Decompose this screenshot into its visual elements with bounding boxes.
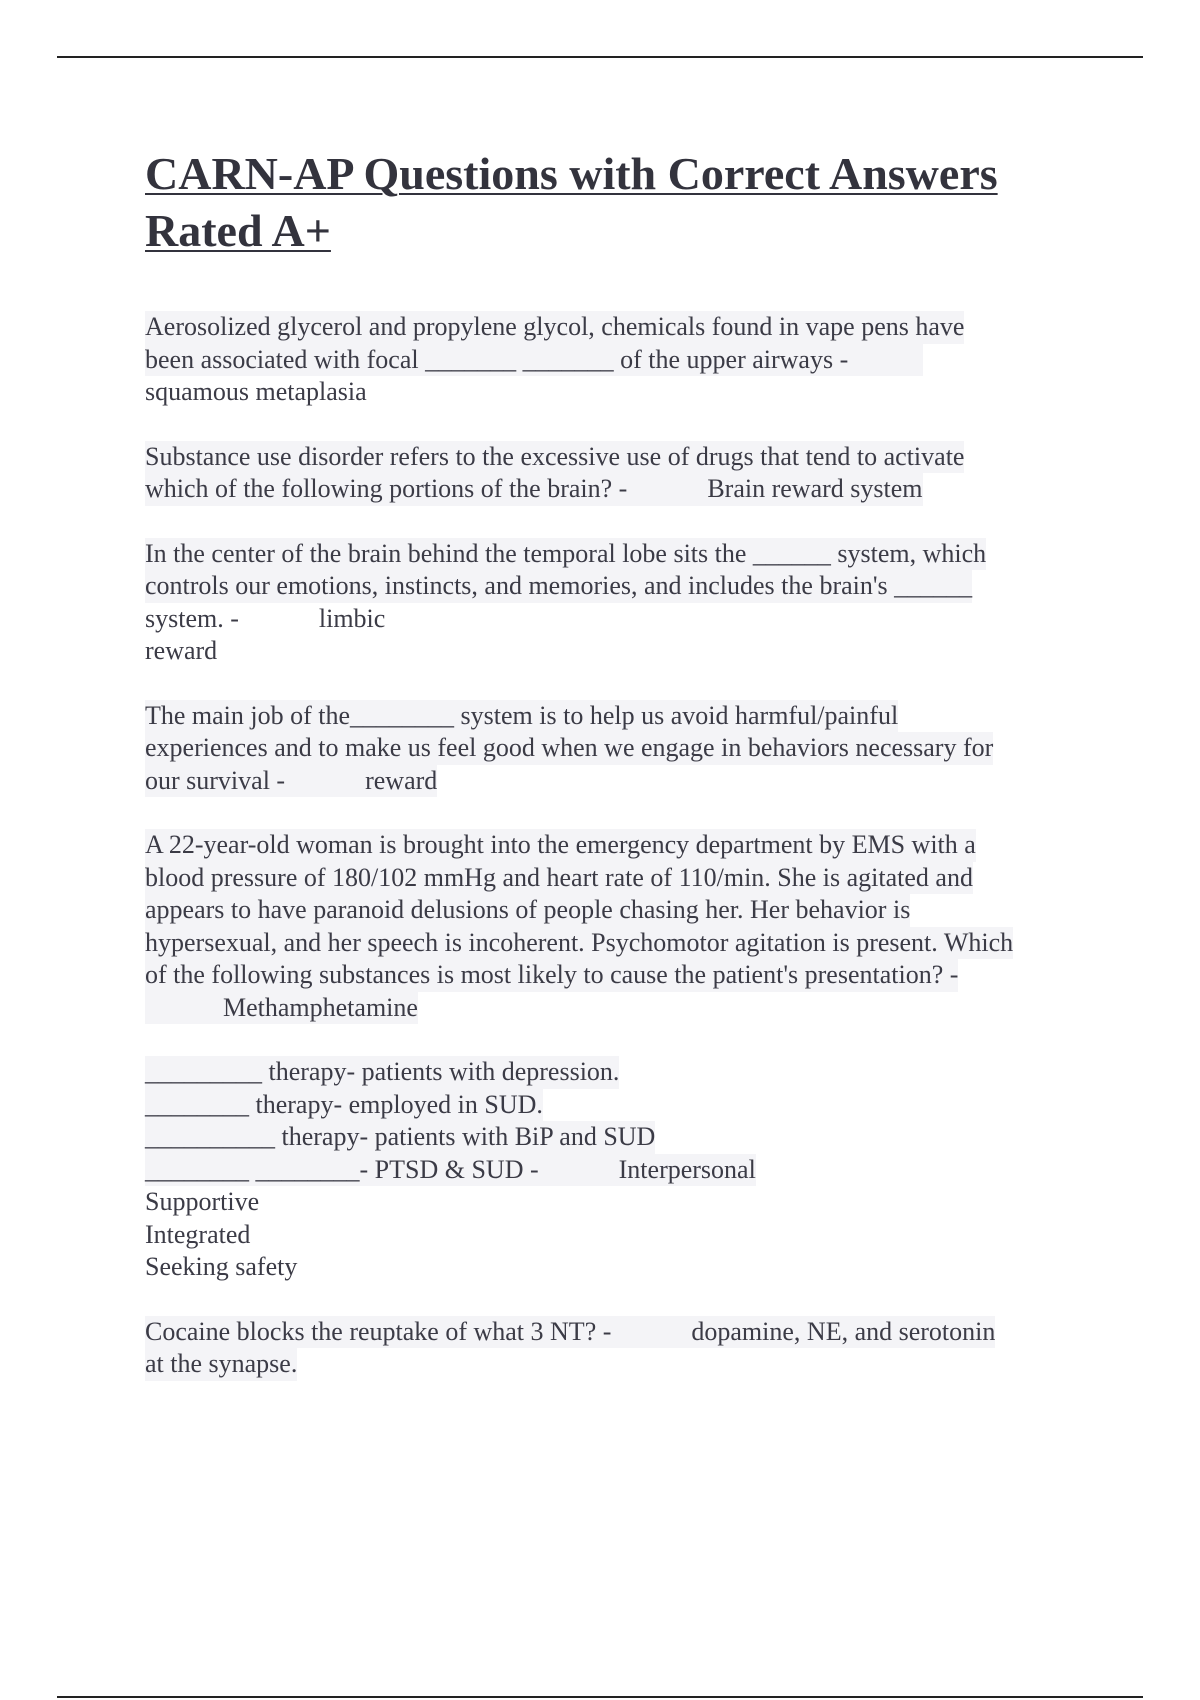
question-line: A 22-year-old woman is brought into the emergency department by EMS with a — [145, 829, 976, 862]
question-line: of the following substances is most likely to cause the patient's presentation? - — [145, 959, 958, 992]
question-line: blood pressure of 180/102 mmHg and heart rate of 110/min. She is agitated and — [145, 862, 973, 895]
question-answer-line — [145, 1316, 995, 1349]
qa-item-5 — [145, 829, 1105, 1024]
qa-item-3 — [145, 538, 1105, 668]
question-line: The main job of the________ system is to help us avoid harmful/painful — [145, 700, 898, 733]
question-line: appears to have paranoid delusions of people chasing her. Her behavior is — [145, 894, 910, 927]
answer-text: Methamphetamine — [223, 992, 418, 1022]
question-line: _________ therapy- patients with depression. — [145, 1056, 619, 1089]
qa-item-4 — [145, 700, 1105, 798]
answer-text: Seeking safety — [145, 1252, 298, 1281]
question-answer-line — [145, 765, 437, 798]
title-line-2: Rated A+ — [145, 205, 331, 256]
question-line: In the center of the brain behind the temporal lobe sits the ______ system, which — [145, 538, 986, 571]
question-line: our survival - — [145, 765, 286, 795]
answer-text: limbic — [318, 603, 386, 633]
question-line: controls our emotions, instincts, and memories, and includes the brain's ______ — [145, 570, 972, 603]
qa-item-1 — [145, 311, 1105, 409]
bottom-rule — [57, 1696, 1143, 1698]
answer-line — [145, 992, 418, 1025]
answer-text: at the synapse. — [145, 1348, 297, 1381]
question-answer-line — [145, 603, 385, 636]
answer-text: Brain reward system — [707, 474, 923, 503]
question-line: Aerosolized glycerol and propylene glycol, chemicals found in vape pens have — [145, 311, 964, 344]
answer-text: Interpersonal — [618, 1154, 756, 1184]
question-line: which of the following portions of the brain? - — [145, 474, 628, 503]
question-line: __________ therapy- patients with BiP and SUD — [145, 1121, 655, 1154]
document-title — [145, 145, 1105, 259]
question-line: Cocaine blocks the reuptake of what 3 NT? - — [145, 1316, 612, 1346]
question-line: ________ ________- PTSD & SUD - — [145, 1154, 539, 1184]
answer-text: reward — [365, 765, 438, 795]
title-line-1: CARN-AP Questions with Correct Answers — [145, 148, 998, 199]
qa-item-7 — [145, 1316, 1105, 1381]
question-answer-line — [145, 1154, 756, 1187]
question-line: been associated with focal _______ _______ of the upper airways - — [145, 344, 849, 374]
answer-text: Integrated — [145, 1219, 251, 1249]
question-line: Substance use disorder refers to the excessive use of drugs that tend to activate — [145, 441, 964, 474]
question-line: ________ therapy- employed in SUD. — [145, 1089, 543, 1122]
question-answer-line — [145, 473, 923, 506]
top-rule — [57, 56, 1143, 58]
question-line: hypersexual, and her speech is incoherent. Psychomotor agitation is present. Which — [145, 927, 1013, 960]
answer-text: reward — [145, 636, 218, 665]
question-line: system. - — [145, 603, 239, 633]
qa-item-2 — [145, 441, 1105, 506]
answer-text: squamous metaplasia — [145, 377, 367, 406]
question-line-wrap — [145, 344, 923, 377]
qa-item-6 — [145, 1056, 1105, 1284]
document-body — [145, 145, 1105, 1413]
question-line: experiences and to make us feel good when we engage in behaviors necessary for — [145, 732, 993, 765]
answer-text: dopamine, NE, and serotonin — [691, 1316, 996, 1346]
answer-text: Supportive — [145, 1187, 260, 1216]
